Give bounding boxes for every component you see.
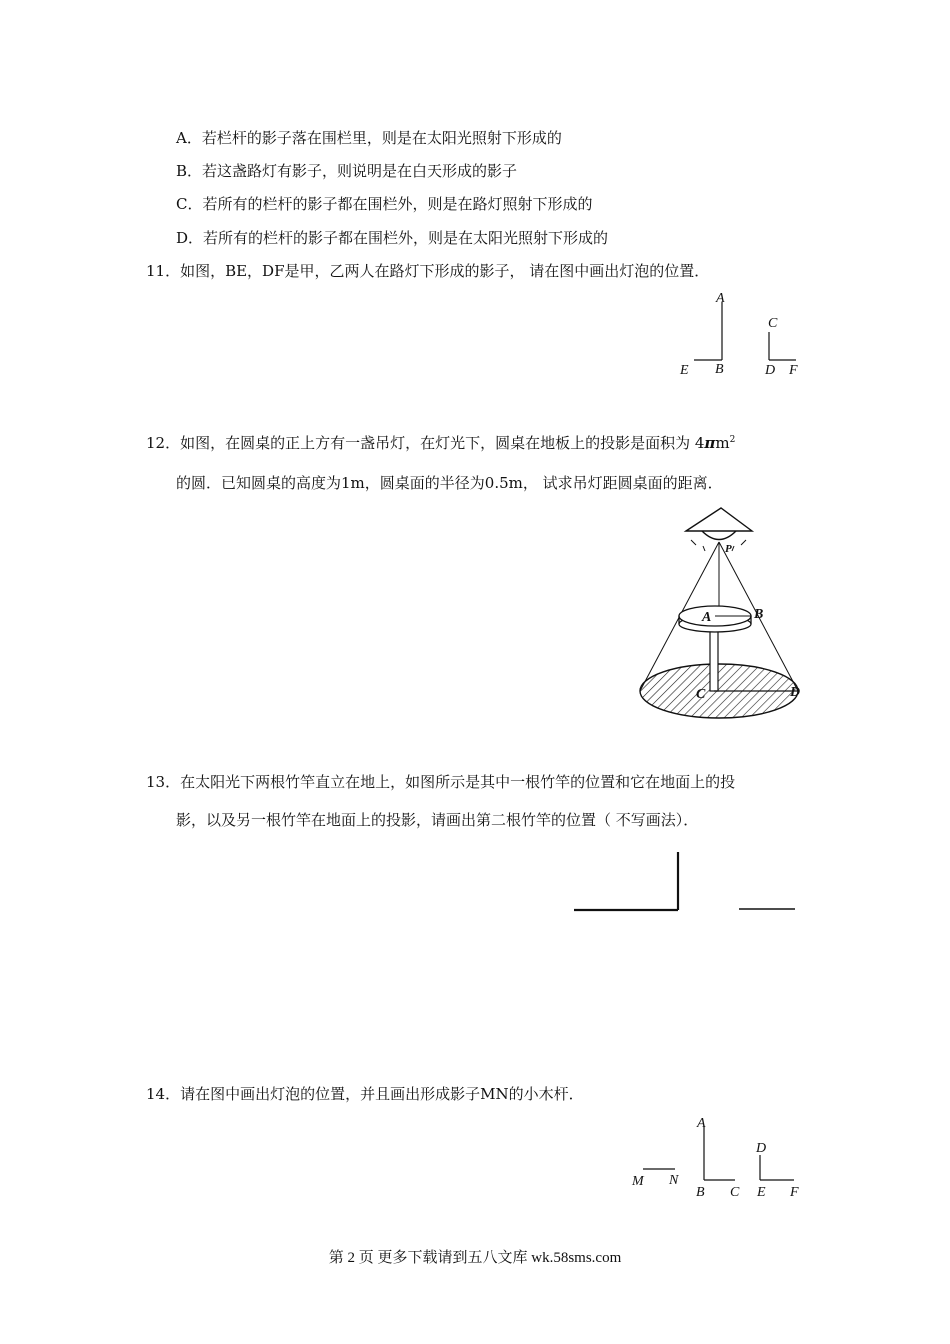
q11-figure [670,290,820,385]
q14-label-n: N [669,1173,679,1188]
q12-line1 [146,433,735,453]
q10-option-c: C．若所有的栏杆的影子都在围栏外，则是在路灯照射下形成的 [176,195,593,213]
q14-label-f: F [790,1185,799,1200]
q11-label-d: D [765,363,776,378]
q14-label-m: M [632,1174,644,1189]
q13-line1: 13．在太阳光下两根竹竿直立在地上，如图所示是其中一根竹竿的位置和它在地面上的投 [146,773,736,791]
q13-line2: 影，以及另一根竹竿在地面上的投影，请画出第二根竹竿的位置（ 不写画法）． [176,811,699,829]
q12-label-b: B [754,607,764,622]
q12-unit-sup: 2 [729,435,736,445]
q13-figure [570,848,800,918]
q14-label-b: B [696,1185,705,1200]
q11-label-b: B [715,362,724,377]
q14-figure [628,1110,813,1205]
q12-line1-text: 12．如图，在圆桌的正上方有一盏吊灯，在灯光下，圆桌在地板上的投影是面积为 4 [146,434,705,452]
q12-figure [636,500,821,730]
q11-label-c: C [768,316,778,331]
q10-option-a: A．若栏杆的影子落在围栏里，则是在太阳光照射下形成的 [176,129,562,147]
q12-label-c: C [696,687,706,702]
q12-unit: m [715,434,730,452]
q14-label-d: D [756,1141,767,1156]
q14-label-a: A [697,1116,706,1131]
q11-label-a: A [716,291,725,306]
q11-label-e: E [680,363,689,378]
q14-label-c: C [730,1185,740,1200]
q12-line2: 的圆．已知圆桌的高度为1m，圆桌面的半径为0.5m， 试求吊灯距圆桌面的距离． [176,474,723,492]
q14-text: 14．请在图中画出灯泡的位置，并且画出形成影子MN的小木杆． [146,1085,584,1103]
q12-label-d: D [790,685,801,700]
q10-option-d: D．若所有的栏杆的影子都在围栏外，则是在太阳光照射下形成的 [176,229,609,247]
q12-pi-symbol: π [704,434,716,452]
q12-label-a: A [702,610,712,625]
q10-option-b: B．若这盏路灯有影子，则说明是在白天形成的影子 [176,162,518,180]
q11-label-f: F [789,363,798,378]
page-footer: 第 2 页 更多下载请到五八文库 wk.58sms.com [328,1250,622,1266]
q14-label-e: E [757,1185,766,1200]
q12-label-p: P [725,543,732,555]
q11-text: 11．如图，BE，DF是甲，乙两人在路灯下形成的影子， 请在图中画出灯泡的位置． [146,262,710,280]
